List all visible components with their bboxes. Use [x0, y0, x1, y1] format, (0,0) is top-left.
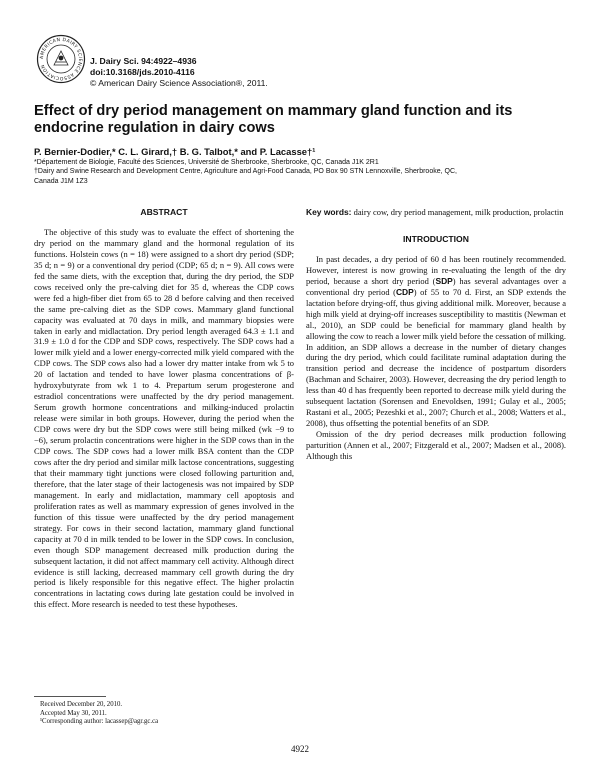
- seal-emblem-icon: [54, 51, 68, 65]
- abstract-text: The objective of this study was to evaluate the effect of shortening the dry period on the mammary gland and the hormonal regulation of its functions. Holstein cows (n = 18) were assigned to a short dry period (SDP; 35 d; n = 9) or a conventional dry period (CDP; 65 d; n = 9). All cows were fed the same diets, with the exception that, during the dry period, the SDP cows received only the pre-calving diet for 35 d, whereas the CDP cows were fed a high-fiber diet from 65 to 28 d before calving and then received the same pre-calving diet as the SDP cows. Mammary gland functional capacity was evaluated at 70 days in milk, and mammary biopsies were taken in early and midlactation. Dry period length averaged 64.3 ± 1.1 and 31.9 ± 1.0 d for the CDP and SDP cows, respectively. The SDP cows had a lower milk yield and a lower energy-corrected milk yield compared with the CDP cows. The SDP cows also had a lower dry matter intake from wk 5 to 20 of lactation and tended to have lower plasma concentrations of β-hydroxybutyrate from wk 1 to 4. Prepartum serum progesterone and estradiol concentrations were unaffected by the dry period management. Serum growth hormone concentrations and milking-induced prolactin release were similar in both groups. However, during the period when the CDP cows were dry but the SDP cows were still being milked (wk −9 to −6), serum prolactin concentrations were higher in the SDP cows than in the CDP cows. The SDP cows had a lower milk BSA content than the CDP cows after the dry period and similar milk lactose concentrations, suggesting that their mammary tight junctions were closed following parturition and, therefore, that the later stage of their lactogenesis was not impaired by SDP management. In early and midlactation, mammary cell apoptosis and proliferation rates as well as mammary expression of genes involved in the function of this tissue were unaffected by the dry period management strategy. For cows in their second lactation, mammary gland functional capacity at 70 d in milk tended to be lower in the SDP cows. In conclusion, even though SDP management decreased milk production during the subsequent lactation, it did not affect mammary cell activity. Although direct evidence is still lacking, decreased mammary cell growth during the dry period is likely responsible for this negative effect. The higher prolactin concentrations in lactating cows during late gestation could be involved in this effect. More research is needed to test these hypotheses.: [34, 226, 294, 610]
- affiliation-2: †Dairy and Swine Research and Development Centre, Agriculture and Agri-Food Canada, PO Box 90 STN Lennoxville, Sherbrooke, QC,: [34, 168, 457, 176]
- keywords: dairy cow, dry period management, milk production, prolactin: [353, 207, 564, 217]
- author-list: P. Bernier-Dodier,* C. L. Girard,† B. G. Talbot,* and P. Lacasse†¹: [34, 146, 316, 157]
- affiliation-1: *Département de Biologie, Faculté des Sciences, Université de Sherbrooke, Sherbrooke, QC, Canada J1K 2R1: [34, 159, 379, 166]
- abstract-heading: ABSTRACT: [140, 207, 188, 217]
- received-date: Received December 20, 2010.: [40, 701, 123, 708]
- abstract-column: [34, 207, 294, 610]
- keywords-label: Key words:: [306, 207, 352, 217]
- affiliation-2-cont: Canada J1M 1Z3: [34, 177, 88, 185]
- seal-ring-text: AMERICAN DAIRY SCIENCE ASSOCIATION: [39, 37, 83, 81]
- abstract-keywords: [306, 207, 566, 218]
- journal-info: [90, 56, 268, 89]
- introduction-heading: INTRODUCTION: [403, 233, 469, 244]
- page-number: 4922: [291, 744, 309, 754]
- right-column: [306, 207, 566, 462]
- abbr-sdp: SDP: [435, 275, 453, 286]
- article-title: Effect of dry period management on mammary gland function and its endocrine regulation in dairy cows: [34, 103, 513, 136]
- doi: doi:10.3168/jds.2010-4116: [90, 67, 195, 77]
- corresponding-author: ¹Corresponding author: lacassep@agr.gc.ca: [40, 718, 159, 725]
- footnotes: [40, 701, 158, 727]
- footnote-divider: [34, 696, 106, 697]
- journal-citation: J. Dairy Sci. 94:4922–4936: [90, 56, 197, 66]
- introduction-paragraph-2: Omission of the dry period decreases milk production following parturition (Annen et al., 2007; Fitzgerald et al., 2007; Madsen et al., 2008). Although this: [306, 429, 566, 462]
- ads-association-seal: [36, 34, 86, 84]
- introduction-paragraph-1: [306, 254, 566, 429]
- affiliations: [34, 158, 574, 186]
- abbr-cdp: CDP: [395, 286, 414, 297]
- intro-text-a: In past decades, a dry period of 60 d has been routinely recommended. However, interest is now growing in re-evaluating the length of the dry period, because a short dry period (: [306, 253, 566, 286]
- intro-text-c: ) of 55 to 70 d. First, an SDP extends the lactation before drying-off, thus giving additional milk. Moreover, because a high milk yield at drying-off increases susceptibility to mastitis (Newman et al., 2010), an SDP could be beneficial for mammary gland health by allowing the cow to reach a lower milk yield before the cessation of milking. In addition, an SDP allows a decrease in the number of dietary changes during the dry period, which could facilitate ruminal adaptation during the transition period and decrease the incidence of postpartum disorders (Bachman and Schairer, 2003). However, decreasing the dry period length to less than 40 d has frequently been reported to decrease milk yield during the subsequent lactation (Sorensen and Enevoldsen, 1991; Gulay et al., 2005; Rastani et al., 2005; Pezeshki et al., 2007; Church et al., 2008; Watters et al., 2008), thus offsetting the potential benefits of an SDP.: [306, 286, 566, 429]
- intro-text-b: ) has several advantages over a conventional dry period (: [306, 275, 566, 297]
- copyright: © American Dairy Science Association®, 2011.: [90, 78, 268, 88]
- accepted-date: Accepted May 30, 2011.: [40, 709, 107, 717]
